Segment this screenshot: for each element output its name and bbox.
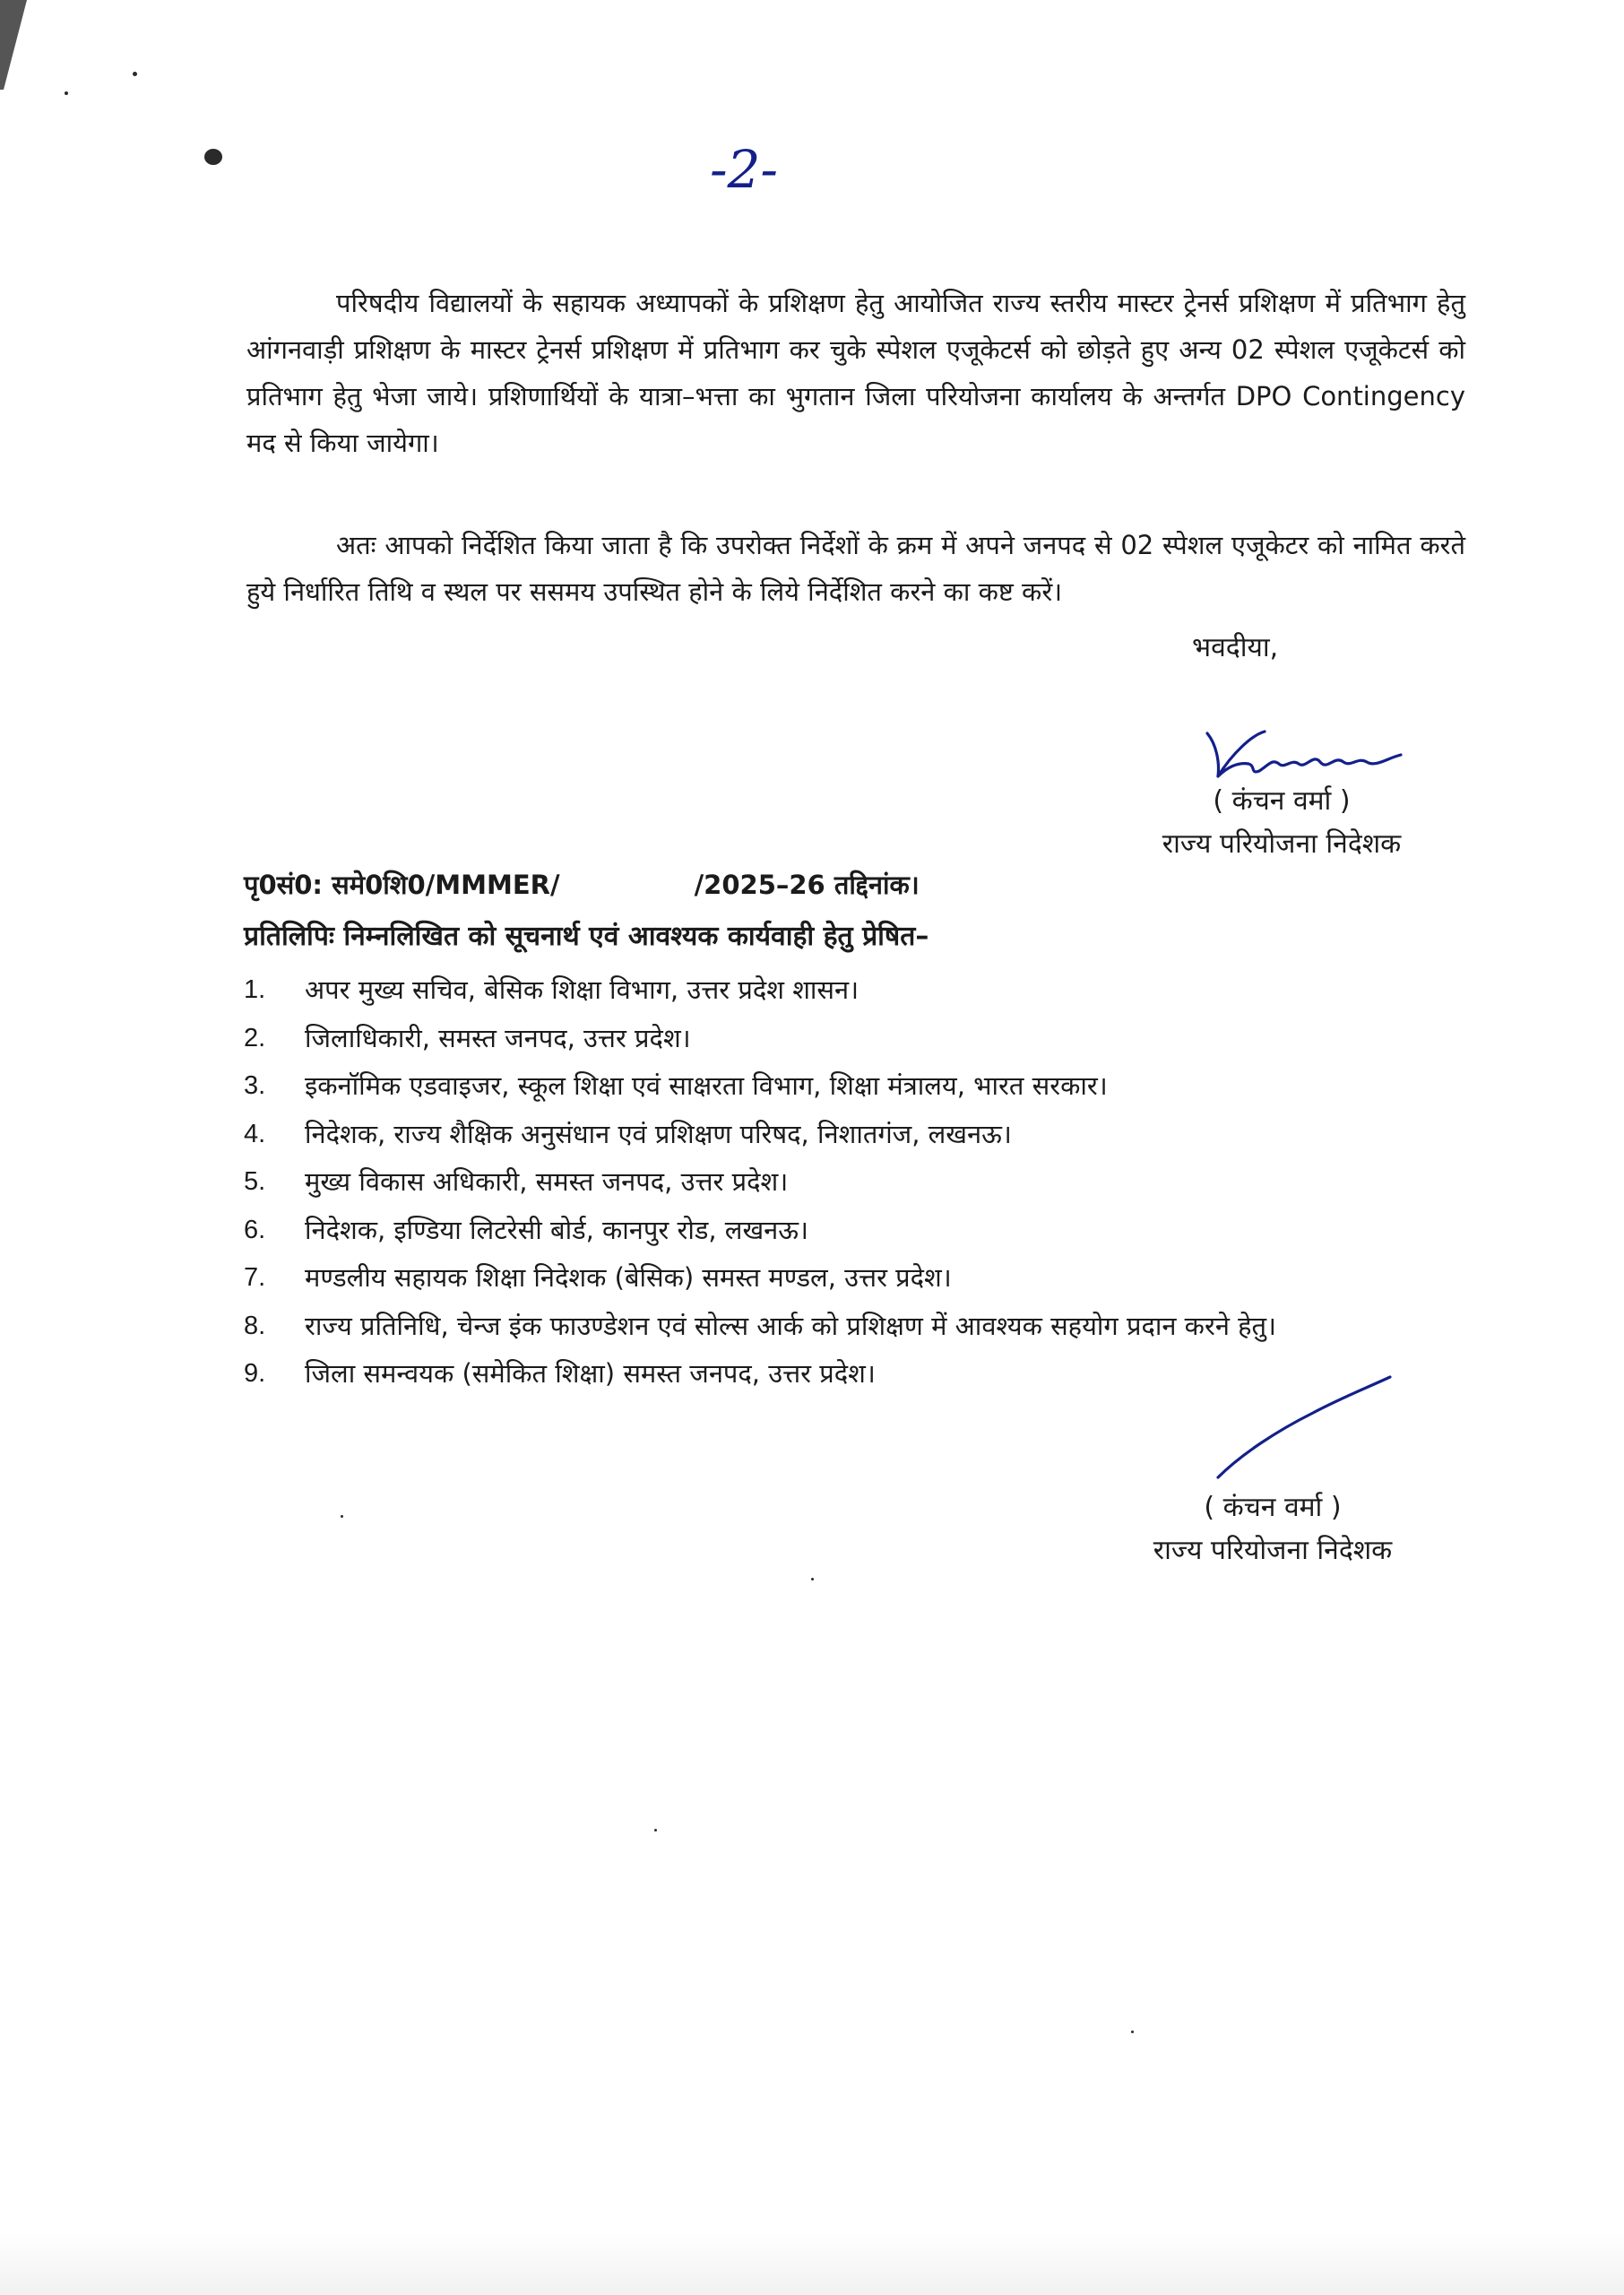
- scan-speck: [133, 72, 137, 76]
- scan-speck: [1131, 2031, 1134, 2033]
- body-paragraph-1: परिषदीय विद्यालयों के सहायक अध्यापकों के प्रशिक्षण हेतु आयोजित राज्य स्तरीय मास्टर ट्रेनर्स प्रशिक्षण में प्रतिभाग हेतु आंगनवाड़ी प्रशिक्षण के मास्टर ट्रेनर्स प्रशिक्षण में प्रतिभाग कर चुके स्पेशल एजूकेटर्स को छोड़ते हुए अन्य 02 स्पेशल एजूकेटर्स को प्रतिभाग हेतु भेजा जाये। प्रशिणार्थियों के यात्रा–भत्ता का भुगतान जिला परियोजना कार्यालय के अन्तर्गत DPO Contingency मद से किया जायेगा।: [246, 288, 1465, 458]
- signatory-designation: राज्य परियोजना निदेशक: [1153, 1535, 1393, 1566]
- list-item: 9. जिला समन्वयक (समेकित शिक्षा) समस्त जनपद, उत्तर प्रदेश।: [244, 1358, 876, 1389]
- reference-suffix: /2025–26 तद्दिनांक।: [694, 870, 920, 900]
- reference-prefix: पृ0सं0: समे0शि0/MMMER/: [244, 870, 560, 900]
- signatory-name: ( कंचन वर्मा ): [1204, 1492, 1342, 1523]
- body-paragraph-2: अतः आपको निर्देशित किया जाता है कि उपरोक्त निर्देशों के क्रम में अपने जनपद से 02 स्पेशल एजूकेटर को नामित करते हुये निर्धारित तिथि व स्थल पर ससमय उपस्थित होने के लिये निर्देशित करने का कष्ट करें।: [246, 530, 1465, 607]
- list-item: 5. मुख्य विकास अधिकारी, समस्त जनपद, उत्तर प्रदेश।: [244, 1166, 789, 1197]
- list-item: 1. अपर मुख्य सचिव, बेसिक शिक्षा विभाग, उत्तर प्रदेश शासन।: [244, 974, 860, 1005]
- copy-to-list: [244, 966, 1463, 1399]
- page-number: -2-: [709, 139, 779, 200]
- signature-block: [1111, 780, 1452, 866]
- scan-bottom-edge: [0, 2232, 1624, 2295]
- copy-to-heading: प्रतिलिपिः निम्नलिखित को सूचनार्थ एवं आवश्यक कार्यवाही हेतु प्रेषित–: [244, 921, 929, 952]
- signatory-name: ( कंचन वर्मा ): [1213, 785, 1351, 817]
- scan-speck: [811, 1578, 814, 1581]
- closing-salutation: भवदीया,: [1192, 632, 1279, 663]
- signatory-designation: राज्य परियोजना निदेशक: [1162, 828, 1402, 860]
- list-item: 2. जिलाधिकारी, समस्त जनपद, उत्तर प्रदेश।: [244, 1022, 691, 1053]
- list-item: 8. राज्य प्रतिनिधि, चेन्ज इंक फाउण्डेशन एवं सोल्स आर्क को प्रशिक्षण में आवश्यक सहयोग प्रदान करने हेतु।: [244, 1310, 1277, 1341]
- list-item: 3. इकनॉमिक एडवाइजर, स्कूल शिक्षा एवं साक्षरता विभाग, शिक्षा मंत्रालय, भारत सरकार।: [244, 1070, 1108, 1101]
- scan-speck: [65, 91, 68, 95]
- signature-image: [1196, 717, 1412, 789]
- scan-speck: [341, 1515, 343, 1518]
- scan-speck: [654, 1829, 657, 1832]
- list-item: 4. निदेशक, राज्य शैक्षिक अनुसंधान एवं प्रशिक्षण परिषद, निशातगंज, लखनऊ।: [244, 1118, 1012, 1149]
- signature-stroke-image: [1205, 1372, 1403, 1488]
- scan-speck: [204, 149, 222, 165]
- signature-block-copy: [1102, 1486, 1443, 1572]
- list-item: 7. मण्डलीय सहायक शिक्षा निदेशक (बेसिक) समस्त मण्डल, उत्तर प्रदेश।: [244, 1262, 952, 1293]
- scan-corner-mark: [0, 0, 36, 99]
- reference-number: [244, 867, 1050, 902]
- list-item: 6. निदेशक, इण्डिया लिटरेसी बोर्ड, कानपुर रोड, लखनऊ।: [244, 1214, 809, 1245]
